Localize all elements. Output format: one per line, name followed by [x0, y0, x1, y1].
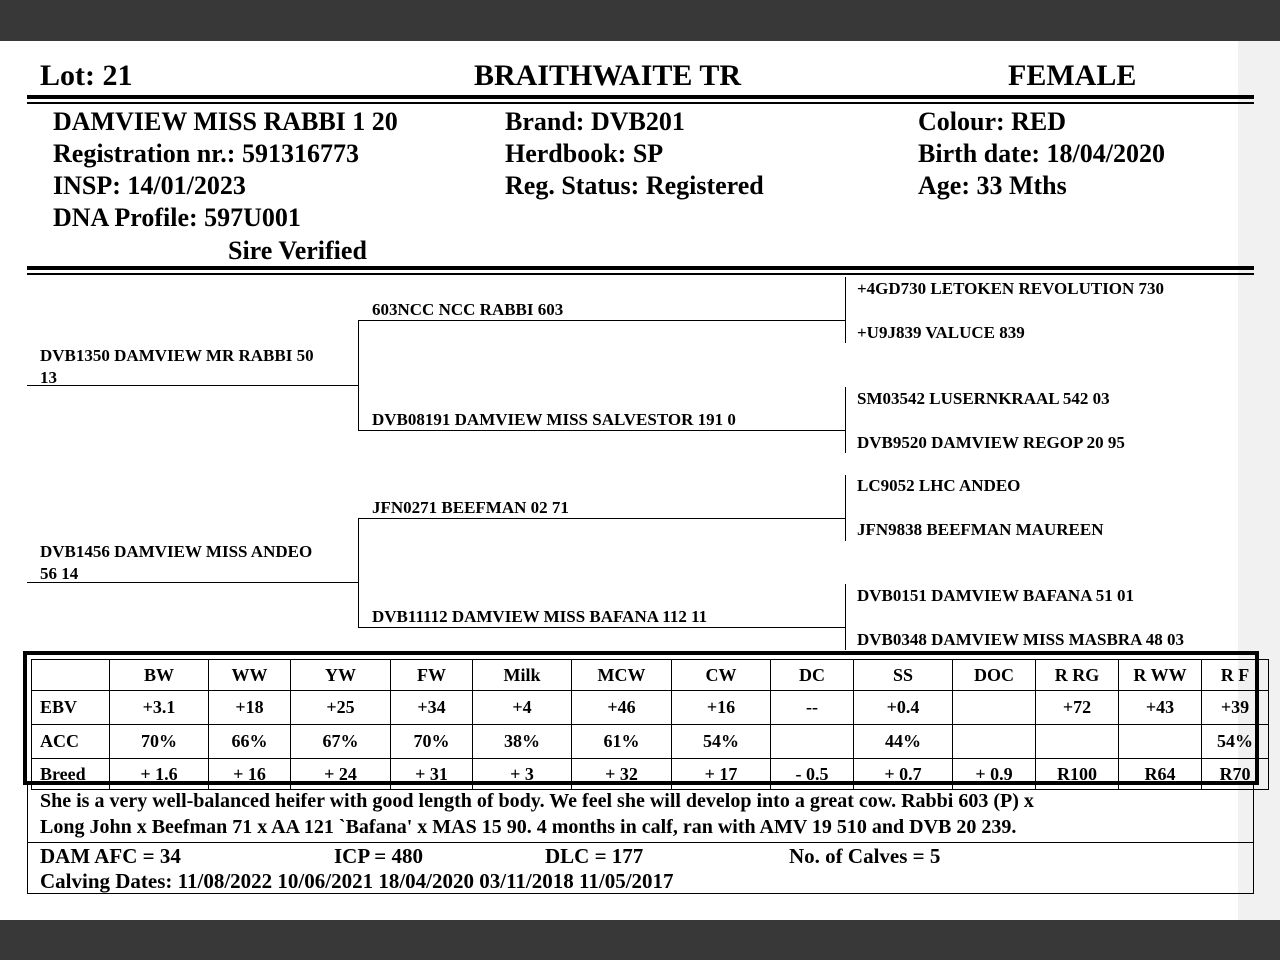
table-cell: R100: [1036, 759, 1119, 790]
ggsire-3: LC9052 LHC ANDEO: [857, 476, 1021, 495]
table-cell: +25: [291, 691, 391, 725]
table-cell: --: [771, 691, 854, 725]
ebv-table: [31, 659, 1269, 790]
ebv-frame-top: [23, 651, 1259, 655]
ped-bracket-dd: [845, 584, 846, 650]
table-cell: 54%: [672, 725, 771, 759]
table-cell: + 24: [291, 759, 391, 790]
breeder-name: BRAITHWAITE TR: [474, 59, 742, 92]
ebv-col-header: WW: [209, 660, 291, 691]
viewer-bottom-bar: [0, 920, 1280, 960]
dam-dlc: DLC = 177: [545, 844, 644, 868]
birth-date: Birth date: 18/04/2020: [918, 139, 1165, 168]
table-cell: [771, 725, 854, 759]
ggsire-4: DVB0151 DAMVIEW BAFANA 51 01: [857, 586, 1135, 605]
registration-number: Registration nr.: 591316773: [53, 139, 359, 168]
table-cell: 44%: [854, 725, 953, 759]
ped-bracket-sd: [845, 387, 846, 453]
table-cell: + 31: [391, 759, 473, 790]
sire-sire: 603NCC NCC RABBI 603: [372, 300, 564, 319]
ggdam-4: DVB0348 DAMVIEW MISS MASBRA 48 03: [857, 630, 1184, 649]
animal-sex: FEMALE: [1008, 59, 1137, 92]
ebv-col-header: MCW: [572, 660, 672, 691]
table-cell: + 0.9: [953, 759, 1036, 790]
table-cell: +18: [209, 691, 291, 725]
brand: Brand: DVB201: [505, 107, 685, 136]
ebv-col-header: R RG: [1036, 660, 1119, 691]
ebv-col-header: Milk: [473, 660, 572, 691]
ebv-col-header: [32, 660, 110, 691]
table-cell: 54%: [1202, 725, 1269, 759]
ebv-col-header: CW: [672, 660, 771, 691]
table-cell: +72: [1036, 691, 1119, 725]
header-rule-thin: [27, 102, 1254, 104]
table-cell: 70%: [110, 725, 209, 759]
ebv-col-header: FW: [391, 660, 473, 691]
table-row: [32, 725, 1269, 759]
age: Age: 33 Mths: [918, 171, 1067, 200]
table-cell: 67%: [291, 725, 391, 759]
info-rule-thin: [27, 273, 1254, 275]
dam-sire: JFN0271 BEEFMAN 02 71: [372, 498, 569, 517]
table-cell: +46: [572, 691, 672, 725]
table-cell: 38%: [473, 725, 572, 759]
table-cell: [1119, 725, 1202, 759]
table-cell: [953, 725, 1036, 759]
table-cell: [953, 691, 1036, 725]
table-row: [32, 691, 1269, 725]
dam-dam: DVB11112 DAMVIEW MISS BAFANA 112 11: [372, 607, 708, 626]
row-label: Breed: [32, 759, 110, 790]
table-cell: +3.1: [110, 691, 209, 725]
table-cell: +0.4: [854, 691, 953, 725]
ebv-header-row: [32, 660, 1269, 691]
viewer-top-bar: [0, 0, 1280, 41]
table-cell: + 16: [209, 759, 291, 790]
table-cell: 66%: [209, 725, 291, 759]
table-cell: - 0.5: [771, 759, 854, 790]
ebv-col-header: DC: [771, 660, 854, 691]
comment-text: She is a very well-balanced heifer with good length of body. We feel she will develop into a great cow. Rabbi 603 (P) x Long John x Beefman 71 x AA 121 `Bafana' x MAS 15 90. 4 months in calf, ran with AMV 19 510 and DVB 20 239.: [40, 790, 1034, 838]
dam-name: DVB1456 DAMVIEW MISS ANDEO 56 14: [40, 542, 313, 583]
ebv-col-header: R F: [1202, 660, 1269, 691]
ped-bracket-ss: [845, 277, 846, 343]
table-cell: 70%: [391, 725, 473, 759]
ped-bracket-sire: [358, 320, 359, 431]
dam-afc: DAM AFC = 34: [40, 844, 181, 868]
ebv-col-header: BW: [110, 660, 209, 691]
ggdam-2: DVB9520 DAMVIEW REGOP 20 95: [857, 433, 1125, 452]
herdbook: Herdbook: SP: [505, 139, 664, 168]
table-cell: + 0.7: [854, 759, 953, 790]
table-cell: +16: [672, 691, 771, 725]
table-cell: + 3: [473, 759, 572, 790]
table-cell: + 32: [572, 759, 672, 790]
colour: Colour: RED: [918, 107, 1067, 136]
table-cell: [1036, 725, 1119, 759]
ebv-frame-left: [23, 651, 27, 785]
sire-name: DVB1350 DAMVIEW MR RABBI 50 13: [40, 346, 314, 387]
sire-dam: DVB08191 DAMVIEW MISS SALVESTOR 191 0: [372, 410, 736, 429]
number-of-calves: No. of Calves = 5: [789, 844, 941, 868]
table-cell: +34: [391, 691, 473, 725]
ggsire-1: +4GD730 LETOKEN REVOLUTION 730: [857, 279, 1165, 298]
info-rule-thick: [27, 266, 1254, 270]
dam-icp: ICP = 480: [334, 844, 423, 868]
table-cell: +4: [473, 691, 572, 725]
ggdam-3: JFN9838 BEEFMAN MAUREEN: [857, 520, 1104, 539]
ebv-col-header: R WW: [1119, 660, 1202, 691]
ggsire-2: SM03542 LUSERNKRAAL 542 03: [857, 389, 1110, 408]
table-cell: R64: [1119, 759, 1202, 790]
ped-bracket-ds: [845, 475, 846, 541]
table-cell: +43: [1119, 691, 1202, 725]
calving-dates: Calving Dates: 11/08/2022 10/06/2021 18/04/2020 03/11/2018 11/05/2017: [40, 869, 674, 893]
ebv-col-header: DOC: [953, 660, 1036, 691]
table-cell: R70: [1202, 759, 1269, 790]
registration-status: Reg. Status: Registered: [505, 171, 764, 200]
ped-bracket-dam: [358, 518, 359, 628]
table-cell: 61%: [572, 725, 672, 759]
row-label: EBV: [32, 691, 110, 725]
table-cell: + 1.6: [110, 759, 209, 790]
sire-verified: Sire Verified: [228, 236, 367, 265]
row-label: ACC: [32, 725, 110, 759]
ebv-col-header: SS: [854, 660, 953, 691]
table-cell: +39: [1202, 691, 1269, 725]
inspection-date: INSP: 14/01/2023: [53, 171, 246, 200]
lot-number: Lot: 21: [40, 59, 133, 92]
ebv-col-header: YW: [291, 660, 391, 691]
animal-name: DAMVIEW MISS RABBI 1 20: [53, 107, 398, 136]
ggdam-1: +U9J839 VALUCE 839: [857, 323, 1025, 342]
header-rule-thick: [27, 95, 1254, 99]
table-cell: + 17: [672, 759, 771, 790]
dna-profile: DNA Profile: 597U001: [53, 203, 301, 232]
